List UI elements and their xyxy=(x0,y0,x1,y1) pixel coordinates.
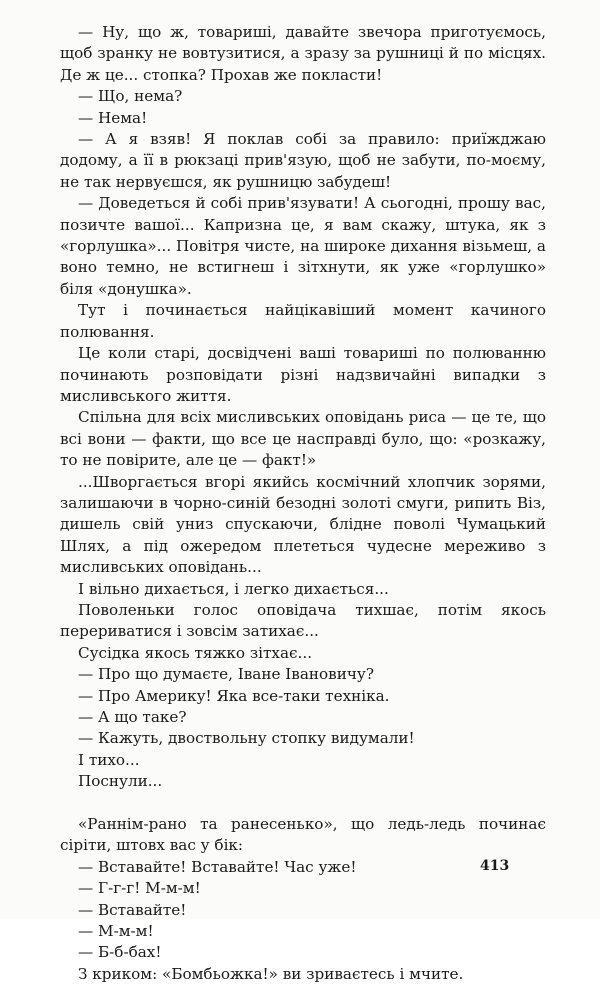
page-text xyxy=(60,22,546,985)
paragraph: — А що таке? xyxy=(78,708,187,726)
paragraph: — Що, нема? xyxy=(78,87,183,106)
paragraph: — Б-б-бах! xyxy=(78,943,162,962)
paragraph: — Г-г-г! М-м-м! xyxy=(78,879,201,898)
paragraph: — М-м-м! xyxy=(78,922,154,941)
paragraph: — Нема! xyxy=(78,108,148,127)
paragraph: Поволеньки голос оповідача тихшає, потім якось перериватися і зовсім затихає... xyxy=(60,600,546,641)
section-break xyxy=(60,793,546,814)
paragraph: — Доведеться й собі прив'язувати! А сьогодні, прошу вас, позичте вашої... Капризна це, я вам скажу, штука, як з «горлушка»... Повітря чисте, на широке дихання візьмеш, а воно темно, не встигнеш і зітхнути, як уже «горлушко» біля «донушка». xyxy=(60,194,546,298)
paragraph: — А я взяв! Я поклав собі за правило: приїжджаю додому, а її в рюкзаці прив'язую, щоб не забути, по-моєму, не так нервуєшся, як рушницю забудеш! xyxy=(60,130,546,191)
paragraph: — Вставайте! Вставайте! Час уже! xyxy=(78,857,357,876)
paragraph: «Раннім-рано та ранесенько», що ледь-ледь починає сіріти, штовх вас у бік: xyxy=(60,815,546,855)
paragraph: Сусідка якось тяжко зітхає... xyxy=(78,643,313,662)
paragraph: — Про Америку! Яка все-таки техніка. xyxy=(78,686,390,705)
paragraph: — Ну, що ж, товариші, давайте звечора приготуємось, щоб зранку не вовтузитися, а зразу за рушниці й по місцях. Де ж це... стопка? Прохав же покласти! xyxy=(60,23,546,84)
paragraph: — Про що думаєте, Іване Івановичу? xyxy=(78,665,374,684)
paragraph: З криком: «Бомбьожка!» ви зриваєтесь і мчите. xyxy=(78,964,464,983)
paragraph: І тихо... xyxy=(78,750,140,769)
paragraph: ...Шворгається вгорі якийсь космічний хлопчик зорями, залишаючи в чорно-синій безодні золоті смуги, рипить Віз, дишель свій униз спускаючи, блідне поволі Чумацький Шлях, а під ожередом плететься чудесне мереживо з мисливських оповідань... xyxy=(60,472,546,577)
paragraph: — Кажуть, двоствольну стопку видумали! xyxy=(78,729,415,748)
paragraph: Спільна для всіх мисливських оповідань риса — це те, що всі вони — факти, що все це насправді було, що: «розкажу, то не повірите, але це — факт!» xyxy=(60,408,546,470)
page-number: 413 xyxy=(480,858,510,874)
paragraph: — Вставайте! xyxy=(78,900,187,919)
paragraph: І вільно дихається, і легко дихається... xyxy=(78,579,389,598)
paragraph: Це коли старі, досвідчені ваші товариші по полюванню починають розповідати різні надзвичайні випадки з мисливського життя. xyxy=(60,344,546,405)
paragraph: Тут і починається найцікавіший момент качиного полювання. xyxy=(60,301,546,341)
paragraph: Поснули... xyxy=(78,772,163,791)
